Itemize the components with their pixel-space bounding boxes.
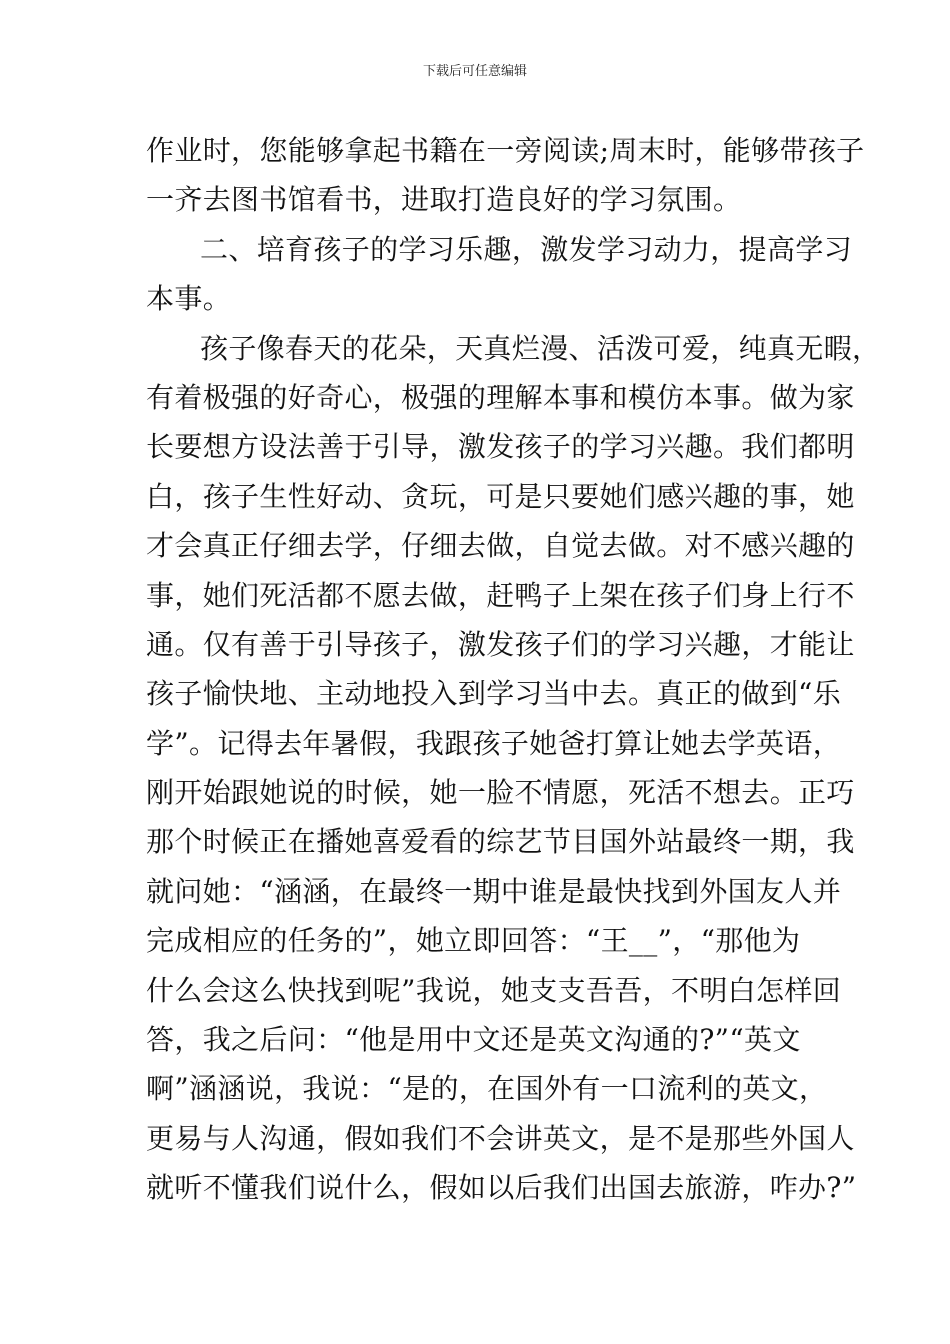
text-line: 刚开始跟她说的时候，她一脸不情愿，死活不想去。正巧 bbox=[146, 776, 855, 810]
text-line: 完成相应的任务的”，她立即回答：“王__”，“那他为 bbox=[146, 924, 801, 958]
text-line: 有着极强的好奇心，极强的理解本事和模仿本事。做为家 bbox=[146, 380, 855, 414]
page-header-note: 下载后可任意编辑 bbox=[422, 64, 527, 79]
section-heading-line: 二、培育孩子的学习乐趣，激发学习动力，提高学习 bbox=[200, 232, 853, 266]
text-line: 更易与人沟通，假如我们不会讲英文，是不是那些外国人 bbox=[146, 1121, 855, 1155]
text-line: 答，我之后问：“他是用中文还是英文沟通的?”“英文 bbox=[146, 1023, 801, 1057]
text-line: 一齐去图书馆看书，进取打造良好的学习氛围。 bbox=[146, 183, 742, 217]
document-body bbox=[146, 126, 881, 1213]
text-line: 长要想方设法善于引导，激发孩子的学习兴趣。我们都明 bbox=[146, 430, 855, 464]
text-line: 作业时，您能够拿起书籍在一旁阅读;周末时，能够带孩子 bbox=[146, 134, 865, 167]
text-line: 学”。记得去年暑假，我跟孩子她爸打算让她去学英语， bbox=[146, 726, 842, 760]
text-line: 通。仅有善于引导孩子，激发孩子们的学习兴趣，才能让 bbox=[146, 627, 855, 661]
text-line: 那个时候正在播她喜爱看的综艺节目国外站最终一期，我 bbox=[146, 825, 855, 859]
paragraph-start-line: 孩子像春天的花朵，天真烂漫、活泼可爱，纯真无暇， bbox=[200, 331, 881, 365]
text-line: 孩子愉快地、主动地投入到学习当中去。真正的做到“乐 bbox=[146, 677, 842, 711]
text-line: 就听不懂我们说什么，假如以后我们出国去旅游，咋办?” bbox=[146, 1171, 857, 1205]
text-line: 就问她：“涵涵，在最终一期中谁是最快找到外国友人并 bbox=[146, 874, 842, 908]
text-line: 白，孩子生性好动、贪玩，可是只要她们感兴趣的事，她 bbox=[146, 479, 855, 513]
text-line: 才会真正仔细去学，仔细去做，自觉去做。对不感兴趣的 bbox=[146, 529, 855, 563]
section-heading-line: 本事。 bbox=[146, 282, 232, 316]
text-line: 事，她们死活都不愿去做，赶鸭子上架在孩子们身上行不 bbox=[146, 578, 855, 612]
text-line: 什么会这么快找到呢”我说，她支支吾吾，不明白怎样回 bbox=[146, 973, 842, 1007]
text-line: 啊”涵涵说，我说：“是的，在国外有一口流利的英文， bbox=[146, 1072, 828, 1106]
